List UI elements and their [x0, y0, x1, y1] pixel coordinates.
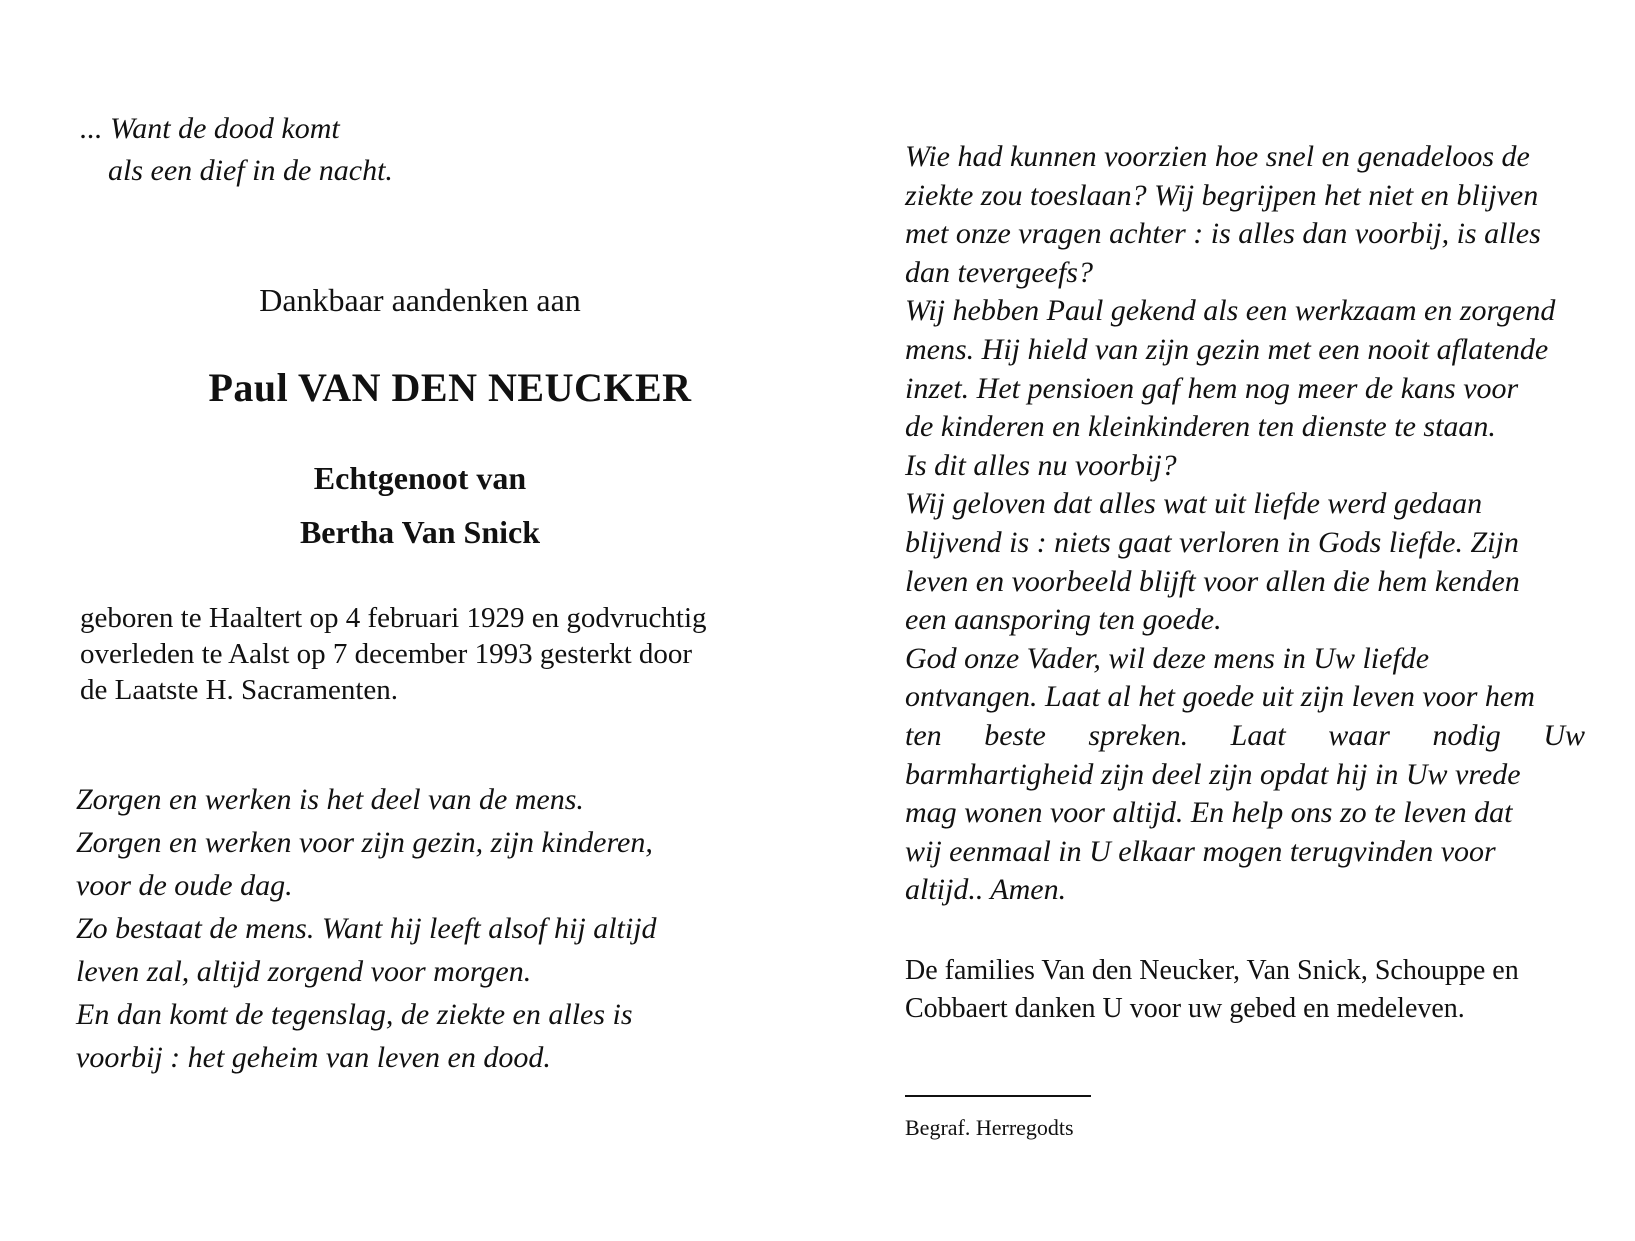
poem-line: Zorgen en werken voor zijn gezin, zijn kinderen,: [76, 826, 653, 859]
prayer-line: inzet. Het pensioen gaf hem nog meer de kans voor: [905, 371, 1519, 405]
prayer-line: mens. Hij hield van zijn gezin met een nooit aflatende: [905, 332, 1549, 366]
prayer-line: Wie had kunnen voorzien hoe snel en genadeloos de: [905, 140, 1530, 173]
deceased-name: Paul VAN DEN NEUCKER: [208, 365, 692, 410]
prayer-line: met onze vragen achter : is alles dan voorbij, is alles: [905, 217, 1541, 251]
undertaker-credit: Begraf. Herregodts: [905, 1115, 1074, 1140]
spouse-name: Bertha Van Snick: [299, 514, 541, 550]
motto-line: ... Want de dood komt: [80, 112, 340, 145]
prayer-line: ontvangen. Laat al het goede uit zijn leven voor hem: [905, 680, 1535, 714]
spouse-label: Echtgenoot van: [313, 460, 527, 496]
prayer-line: wij eenmaal in U elkaar mogen terugvinden voor: [905, 834, 1496, 868]
poem-line: Zorgen en werken is het deel van de mens.: [76, 783, 584, 816]
prayer-line: Wij geloven dat alles wat uit liefde werd gedaan: [905, 487, 1483, 521]
prayer-line: ten beste spreken. Laat waar nodig Uw: [905, 718, 1585, 752]
poem-line: Zo bestaat de mens. Want hij leeft alsof hij altijd: [76, 912, 657, 945]
motto-quote: [80, 108, 393, 192]
bio-line: overleden te Aalst op 7 december 1993 gesterkt door: [80, 638, 693, 670]
motto-line: als een dief in de nacht.: [108, 154, 393, 187]
poem-line: En dan komt de tegenslag, de ziekte en alles is: [76, 998, 633, 1031]
poem-line: leven zal, altijd zorgend voor morgen.: [76, 955, 532, 988]
poem-line: voor de oude dag.: [76, 869, 293, 902]
prayer-line: een aansporing ten goede.: [905, 603, 1222, 637]
birth-death-details: [80, 600, 760, 708]
poem-line: voorbij : het geheim van leven en dood.: [76, 1041, 551, 1074]
thanks-line: De families Van den Neucker, Van Snick, Schouppe en: [905, 955, 1519, 986]
family-thanks: [905, 952, 1585, 1028]
prayer-line: de kinderen en kleinkinderen ten dienste te staan.: [905, 410, 1496, 444]
memorial-poem: [76, 778, 760, 1079]
prayer-line: leven en voorbeeld blijft voor allen die hem kenden: [905, 564, 1520, 598]
memorial-intro: Dankbaar aandenken aan: [259, 282, 581, 318]
bio-line: de Laatste H. Sacramenten.: [80, 674, 399, 706]
prayer-line: blijvend is : niets gaat verloren in Gods liefde. Zijn: [905, 525, 1519, 559]
prayer-text: [905, 138, 1585, 910]
prayer-line: barmhartigheid zijn deel zijn opdat hij in Uw vrede: [905, 757, 1521, 791]
divider-line: [905, 1095, 1091, 1097]
prayer-line: altijd.. Amen.: [905, 873, 1067, 907]
prayer-line: Wij hebben Paul gekend als een werkzaam en zorgend: [905, 294, 1556, 328]
thanks-line: Cobbaert danken U voor uw gebed en medeleven.: [905, 993, 1465, 1024]
bio-line: geboren te Haaltert op 4 februari 1929 en godvruchtig: [80, 602, 707, 634]
prayer-line: ziekte zou toeslaan? Wij begrijpen het niet en blijven: [905, 178, 1539, 212]
prayer-line: God onze Vader, wil deze mens in Uw liefde: [905, 641, 1430, 675]
prayer-line: Is dit alles nu voorbij?: [905, 448, 1177, 482]
prayer-line: mag wonen voor altijd. En help ons zo te leven dat: [905, 796, 1513, 830]
prayer-line: dan tevergeefs?: [905, 255, 1093, 289]
